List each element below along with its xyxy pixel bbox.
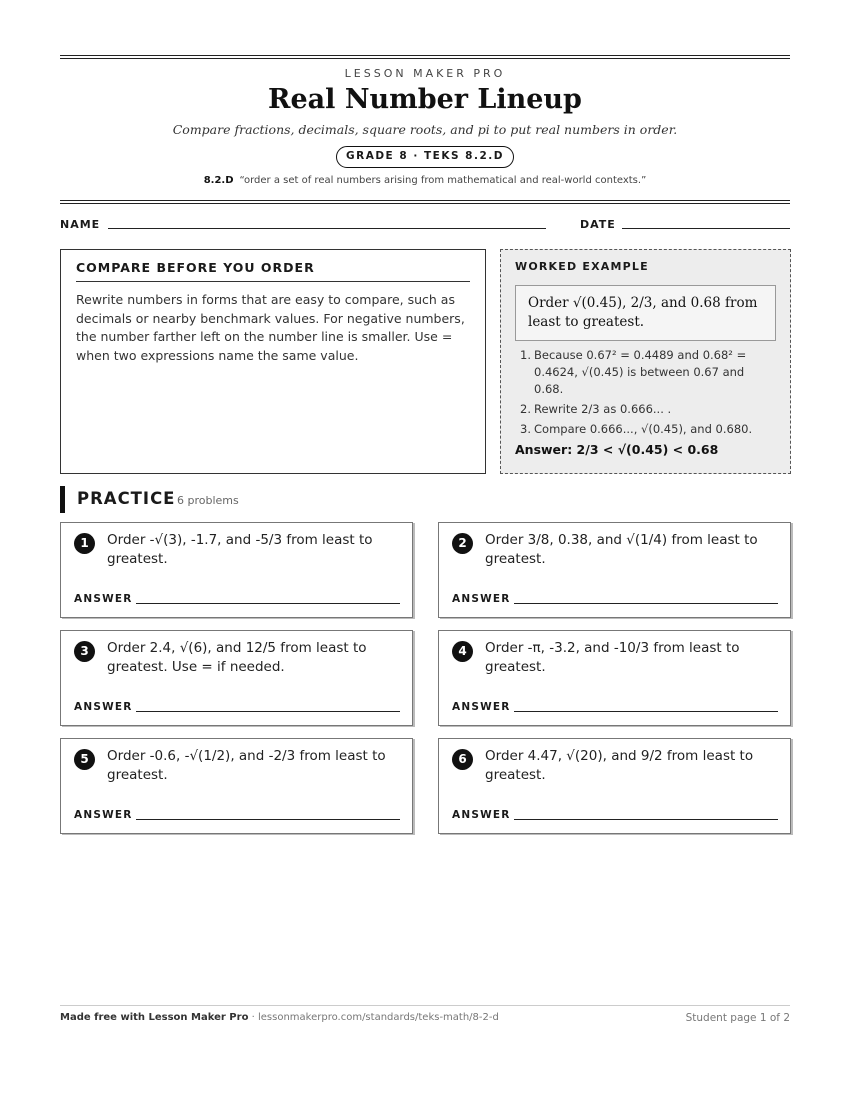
top-double-rule [60, 55, 790, 59]
standard-text: “order a set of real numbers arising from mathematical and real-world contexts.” [239, 175, 647, 186]
footer-page-number: Student page 1 of 2 [685, 1012, 790, 1024]
footer-made-with: Made free with Lesson Maker Pro [60, 1012, 249, 1023]
problem-prompt: Order 2.4, √(6), and 12/5 from least to greatest. Use = if needed. [107, 640, 367, 675]
problem-number-badge: 5 [74, 749, 95, 770]
date-field[interactable] [622, 228, 790, 229]
practice-accent-bar [60, 486, 65, 513]
worked-example-answer: Answer: 2/3 < √(0.45) < 0.68 [515, 442, 719, 457]
worked-example-problem: Order √(0.45), 2/3, and 0.68 from least to greatest. [515, 285, 776, 341]
worked-step: 3. Compare 0.666..., √(0.45), and 0.680. [520, 422, 753, 436]
page-subtitle: Compare fractions, decimals, square roots, and pi to put real numbers in order. [172, 122, 678, 137]
answer-label: ANSWER [452, 809, 511, 821]
answer-label: ANSWER [74, 809, 133, 821]
practice-count: 6 problems [177, 494, 239, 507]
brand-name: LESSON MAKER PRO [344, 67, 506, 80]
compare-tip-box [60, 249, 486, 474]
answer-label: ANSWER [74, 593, 133, 605]
worked-step: 2. Rewrite 2/3 as 0.666... . [520, 402, 672, 416]
problem-prompt: Order 4.47, √(20), and 9/2 from least to greatest. [485, 748, 754, 783]
worked-example-steps [515, 347, 776, 438]
practice-problem-card [438, 630, 791, 726]
answer-field[interactable] [514, 819, 778, 820]
worked-example-box [500, 249, 791, 474]
practice-title: PRACTICE [77, 489, 176, 508]
student-info-row [60, 217, 790, 233]
practice-problem-card [438, 522, 791, 618]
practice-problem-card [60, 630, 413, 726]
standard-code: 8.2.D [203, 175, 234, 186]
worked-example-title: WORKED EXAMPLE [515, 260, 649, 273]
answer-field[interactable] [136, 603, 400, 604]
problem-number-badge: 4 [452, 641, 473, 662]
answer-field[interactable] [514, 711, 778, 712]
problem-prompt: Order 3/8, 0.38, and √(1/4) from least to greatest. [485, 532, 758, 567]
answer-field[interactable] [136, 819, 400, 820]
problem-number-badge: 3 [74, 641, 95, 662]
grade-badge: GRADE 8 · TEKS 8.2.D [336, 146, 514, 168]
name-label: NAME [60, 218, 101, 231]
practice-problem-card [60, 738, 413, 834]
problem-prompt: Order -π, -3.2, and -10/3 from least to greatest. [485, 640, 740, 675]
compare-tip-title: COMPARE BEFORE YOU ORDER [76, 260, 470, 282]
answer-field[interactable] [136, 711, 400, 712]
footer-credit [60, 1012, 499, 1023]
answer-label: ANSWER [452, 701, 511, 713]
answer-label: ANSWER [452, 593, 511, 605]
worked-step: 1. Because 0.67² = 0.4489 and 0.68² = 0.4624, √(0.45) is between 0.67 and 0.68. [520, 348, 747, 396]
footer-divider [60, 1005, 790, 1006]
problem-number-badge: 1 [74, 533, 95, 554]
answer-field[interactable] [514, 603, 778, 604]
problem-prompt: Order -√(3), -1.7, and -5/3 from least to greatest. [107, 532, 373, 567]
date-label: DATE [580, 218, 616, 231]
header-bottom-double-rule [60, 200, 790, 204]
standard-description [0, 175, 850, 186]
compare-tip-body: Rewrite numbers in forms that are easy to compare, such as decimals or nearby benchmark values. For negative numbers, the number farther left on the number line is smaller. Use = when two expressions name the same value. [76, 292, 465, 363]
problem-number-badge: 2 [452, 533, 473, 554]
footer-url[interactable]: · lessonmakerpro.com/standards/teks-math/8-2-d [248, 1012, 499, 1023]
practice-problem-card [438, 738, 791, 834]
name-field[interactable] [108, 228, 546, 229]
page-title: Real Number Lineup [268, 84, 582, 115]
problem-number-badge: 6 [452, 749, 473, 770]
answer-label: ANSWER [74, 701, 133, 713]
problem-prompt: Order -0.6, -√(1/2), and -2/3 from least to greatest. [107, 748, 386, 783]
practice-problem-card [60, 522, 413, 618]
